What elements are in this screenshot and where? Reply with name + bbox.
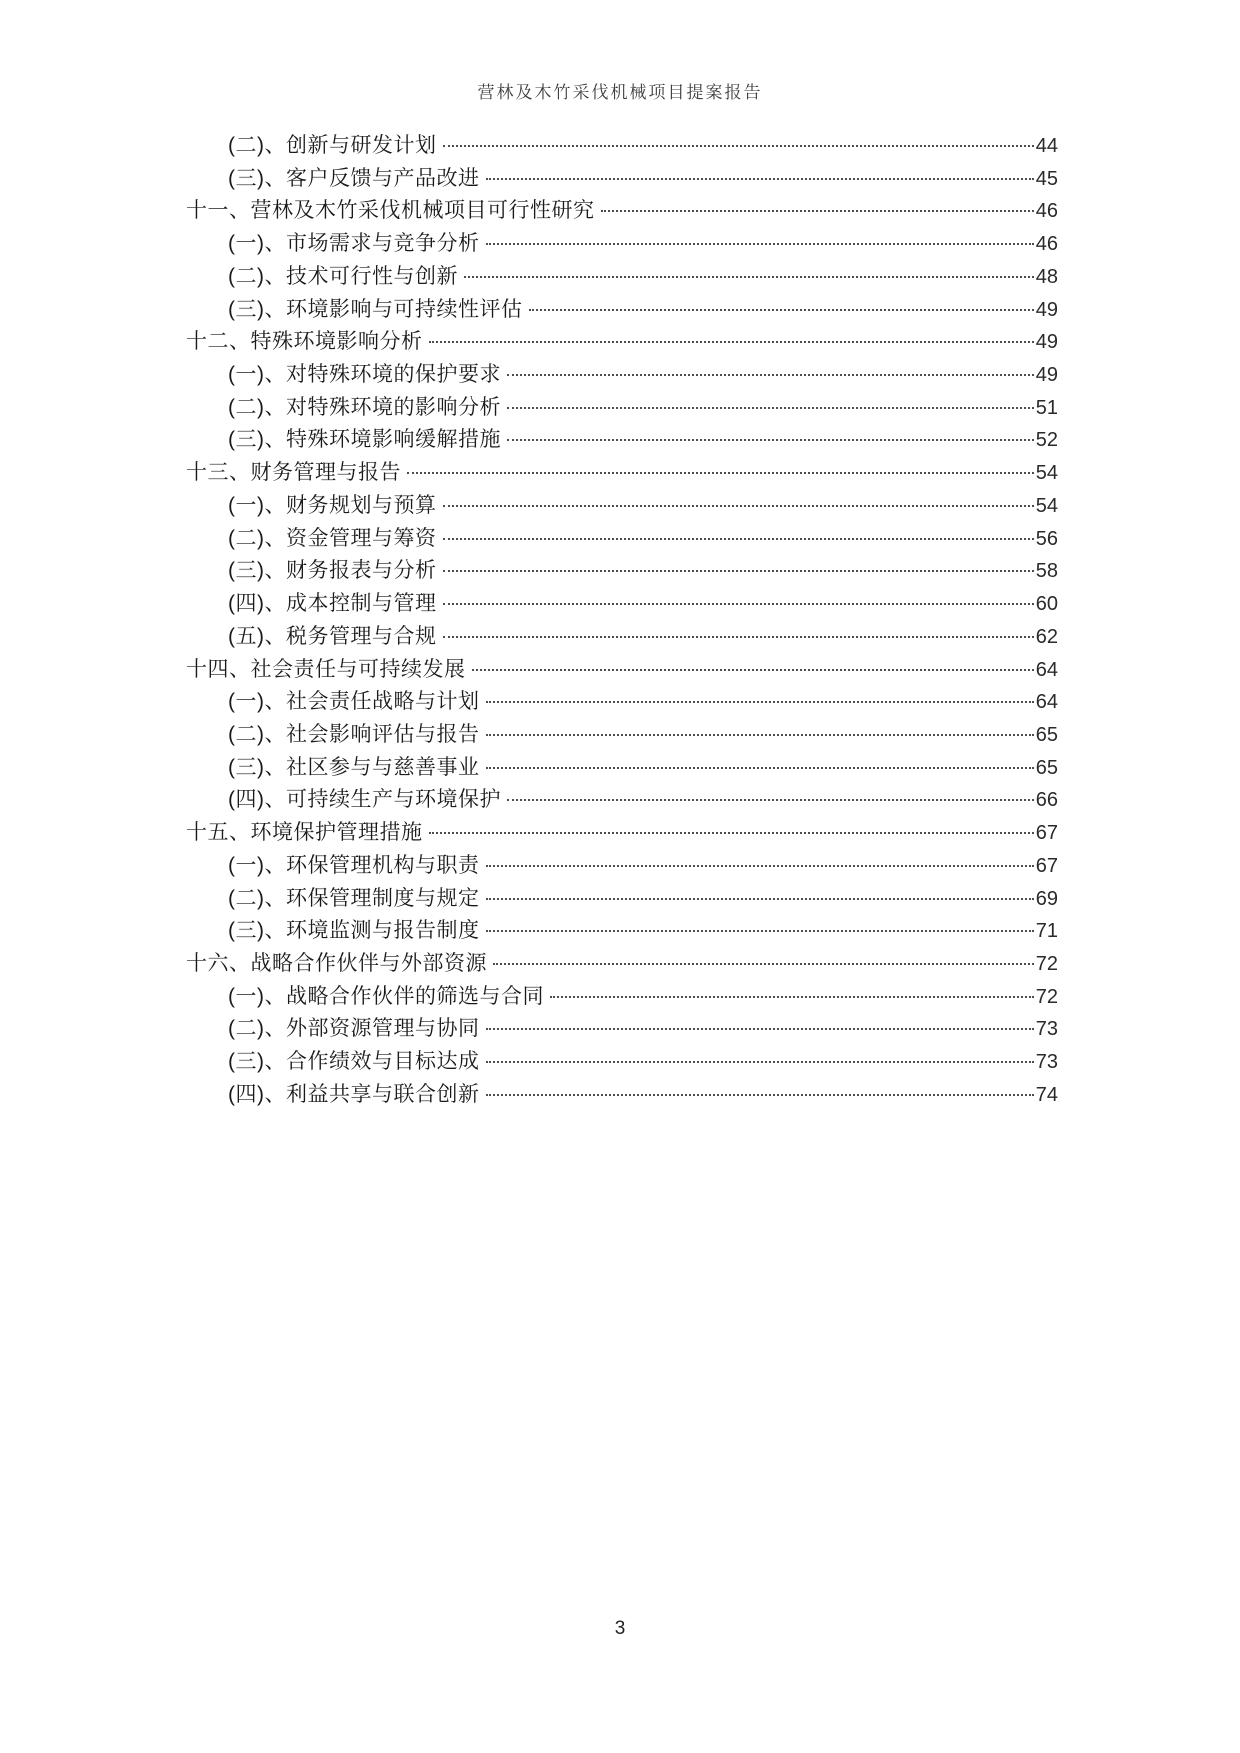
toc-entry[interactable] [186, 817, 1058, 850]
toc-entry-label: (一)、社会责任战略与计划 [228, 690, 480, 714]
toc-entry-page: 65 [1035, 723, 1058, 746]
toc-entry[interactable] [186, 228, 1058, 261]
toc-entry[interactable] [186, 555, 1058, 588]
toc-entry[interactable] [186, 1013, 1058, 1046]
toc-entry-label: 十三、财务管理与报告 [186, 461, 401, 485]
toc-entry-page: 72 [1035, 985, 1058, 1008]
toc-dot-leader [493, 963, 1034, 965]
toc-dot-leader [443, 570, 1034, 572]
toc-dot-leader [507, 439, 1034, 441]
toc-entry-page: 71 [1035, 920, 1058, 943]
toc-dot-leader [486, 767, 1034, 769]
toc-entry-page: 46 [1035, 200, 1058, 223]
toc-entry[interactable] [186, 948, 1058, 981]
toc-entry-label: (二)、社会影响评估与报告 [228, 722, 480, 746]
toc-entry-page: 60 [1035, 593, 1058, 616]
toc-entry-page: 74 [1035, 1083, 1058, 1106]
toc-entry-page: 58 [1035, 560, 1058, 583]
toc-entry[interactable] [186, 621, 1058, 654]
toc-entry-page: 54 [1035, 494, 1058, 517]
toc-entry-label: (三)、合作绩效与目标达成 [228, 1050, 480, 1074]
toc-entry-page: 56 [1035, 527, 1058, 550]
toc-dot-leader [601, 210, 1034, 212]
toc-dot-leader [507, 407, 1034, 409]
toc-dot-leader [429, 341, 1034, 343]
toc-dot-leader [486, 898, 1034, 900]
toc-entry[interactable] [186, 752, 1058, 785]
toc-entry-page: 66 [1035, 789, 1058, 812]
toc-entry-page: 48 [1035, 265, 1058, 288]
toc-dot-leader [486, 1094, 1034, 1096]
toc-entry-page: 62 [1035, 625, 1058, 648]
toc-entry-label: (一)、市场需求与竞争分析 [228, 232, 480, 256]
toc-entry[interactable] [186, 1079, 1058, 1112]
toc-entry-page: 64 [1035, 691, 1058, 714]
toc-entry-label: (三)、社区参与与慈善事业 [228, 755, 480, 779]
toc-dot-leader [529, 309, 1034, 311]
toc-entry[interactable] [186, 457, 1058, 490]
toc-entry[interactable] [186, 981, 1058, 1014]
toc-entry[interactable] [186, 915, 1058, 948]
toc-entry-page: 73 [1035, 1018, 1058, 1041]
toc-entry-label: (一)、环保管理机构与职责 [228, 853, 480, 877]
toc-entry[interactable] [186, 490, 1058, 523]
table-of-contents [186, 130, 1058, 1112]
toc-entry-label: 十一、营林及木竹采伐机械项目可行性研究 [186, 199, 595, 223]
toc-dot-leader [443, 505, 1034, 507]
toc-entry-page: 69 [1035, 887, 1058, 910]
toc-entry[interactable] [186, 523, 1058, 556]
toc-entry-label: (二)、资金管理与筹资 [228, 526, 437, 550]
toc-dot-leader [550, 996, 1034, 998]
toc-entry[interactable] [186, 195, 1058, 228]
toc-entry[interactable] [186, 784, 1058, 817]
toc-entry-label: (四)、利益共享与联合创新 [228, 1082, 480, 1106]
toc-dot-leader [486, 930, 1034, 932]
toc-dot-leader [443, 538, 1034, 540]
toc-entry-label: (二)、外部资源管理与协同 [228, 1017, 480, 1041]
toc-entry[interactable] [186, 261, 1058, 294]
toc-dot-leader [472, 669, 1034, 671]
toc-entry[interactable] [186, 686, 1058, 719]
toc-entry-label: (一)、战略合作伙伴的筛选与合同 [228, 984, 544, 1008]
toc-entry[interactable] [186, 719, 1058, 752]
toc-dot-leader [486, 1028, 1034, 1030]
toc-entry-page: 49 [1035, 364, 1058, 387]
toc-entry-label: (二)、技术可行性与创新 [228, 264, 458, 288]
toc-entry[interactable] [186, 163, 1058, 196]
toc-entry[interactable] [186, 359, 1058, 392]
toc-entry-label: (一)、财务规划与预算 [228, 493, 437, 517]
toc-dot-leader [486, 734, 1034, 736]
toc-entry-page: 51 [1035, 396, 1058, 419]
toc-entry-page: 67 [1035, 854, 1058, 877]
toc-entry-label: (二)、环保管理制度与规定 [228, 886, 480, 910]
toc-entry[interactable] [186, 883, 1058, 916]
toc-entry-label: (二)、创新与研发计划 [228, 134, 437, 157]
toc-entry-label: (三)、环境监测与报告制度 [228, 919, 480, 943]
toc-entry[interactable] [186, 1046, 1058, 1079]
toc-entry-label: 十六、战略合作伙伴与外部资源 [186, 951, 487, 975]
toc-dot-leader [443, 636, 1034, 638]
toc-entry-page: 65 [1035, 756, 1058, 779]
toc-dot-leader [486, 1061, 1034, 1063]
toc-dot-leader [486, 701, 1034, 703]
toc-entry-page: 54 [1035, 462, 1058, 485]
toc-entry-label: 十二、特殊环境影响分析 [186, 330, 423, 354]
toc-entry-page: 49 [1035, 298, 1058, 321]
toc-entry-page: 73 [1035, 1051, 1058, 1074]
toc-entry-page: 49 [1035, 331, 1058, 354]
toc-entry[interactable] [186, 424, 1058, 457]
toc-entry-label: 十四、社会责任与可持续发展 [186, 657, 466, 681]
toc-dot-leader [429, 832, 1034, 834]
toc-dot-leader [407, 472, 1034, 474]
toc-entry-label: (四)、可持续生产与环境保护 [228, 788, 501, 812]
toc-entry-page: 44 [1035, 135, 1058, 157]
toc-dot-leader [443, 145, 1034, 147]
toc-entry[interactable] [186, 130, 1058, 163]
toc-dot-leader [486, 178, 1034, 180]
toc-entry-page: 64 [1035, 658, 1058, 681]
toc-entry-label: 十五、环境保护管理措施 [186, 821, 423, 845]
toc-dot-leader [507, 374, 1034, 376]
document-title: 营林及木竹采伐机械项目提案报告 [477, 83, 763, 102]
toc-entry-page: 45 [1035, 167, 1058, 190]
toc-entry-label: (三)、特殊环境影响缓解措施 [228, 428, 501, 452]
toc-entry[interactable] [186, 326, 1058, 359]
page-header [0, 78, 1240, 103]
toc-entry-label: (三)、环境影响与可持续性评估 [228, 297, 523, 321]
toc-entry[interactable] [186, 294, 1058, 327]
toc-entry[interactable] [186, 654, 1058, 687]
toc-entry-page: 67 [1035, 822, 1058, 845]
page-footer [0, 1618, 1240, 1640]
toc-entry-label: (三)、财务报表与分析 [228, 559, 437, 583]
toc-entry-page: 46 [1035, 233, 1058, 256]
toc-dot-leader [464, 276, 1034, 278]
toc-entry-page: 52 [1035, 429, 1058, 452]
toc-dot-leader [443, 603, 1034, 605]
toc-entry-page: 72 [1035, 952, 1058, 975]
toc-dot-leader [486, 243, 1034, 245]
page-number: 3 [614, 1618, 626, 1639]
toc-entry[interactable] [186, 392, 1058, 425]
toc-dot-leader [507, 799, 1034, 801]
toc-dot-leader [486, 865, 1034, 867]
toc-entry[interactable] [186, 588, 1058, 621]
toc-entry-label: (五)、税务管理与合规 [228, 624, 437, 648]
toc-entry-label: (一)、对特殊环境的保护要求 [228, 363, 501, 387]
toc-entry-label: (三)、客户反馈与产品改进 [228, 166, 480, 190]
toc-entry-label: (二)、对特殊环境的影响分析 [228, 395, 501, 419]
toc-entry[interactable] [186, 850, 1058, 883]
toc-entry-label: (四)、成本控制与管理 [228, 592, 437, 616]
